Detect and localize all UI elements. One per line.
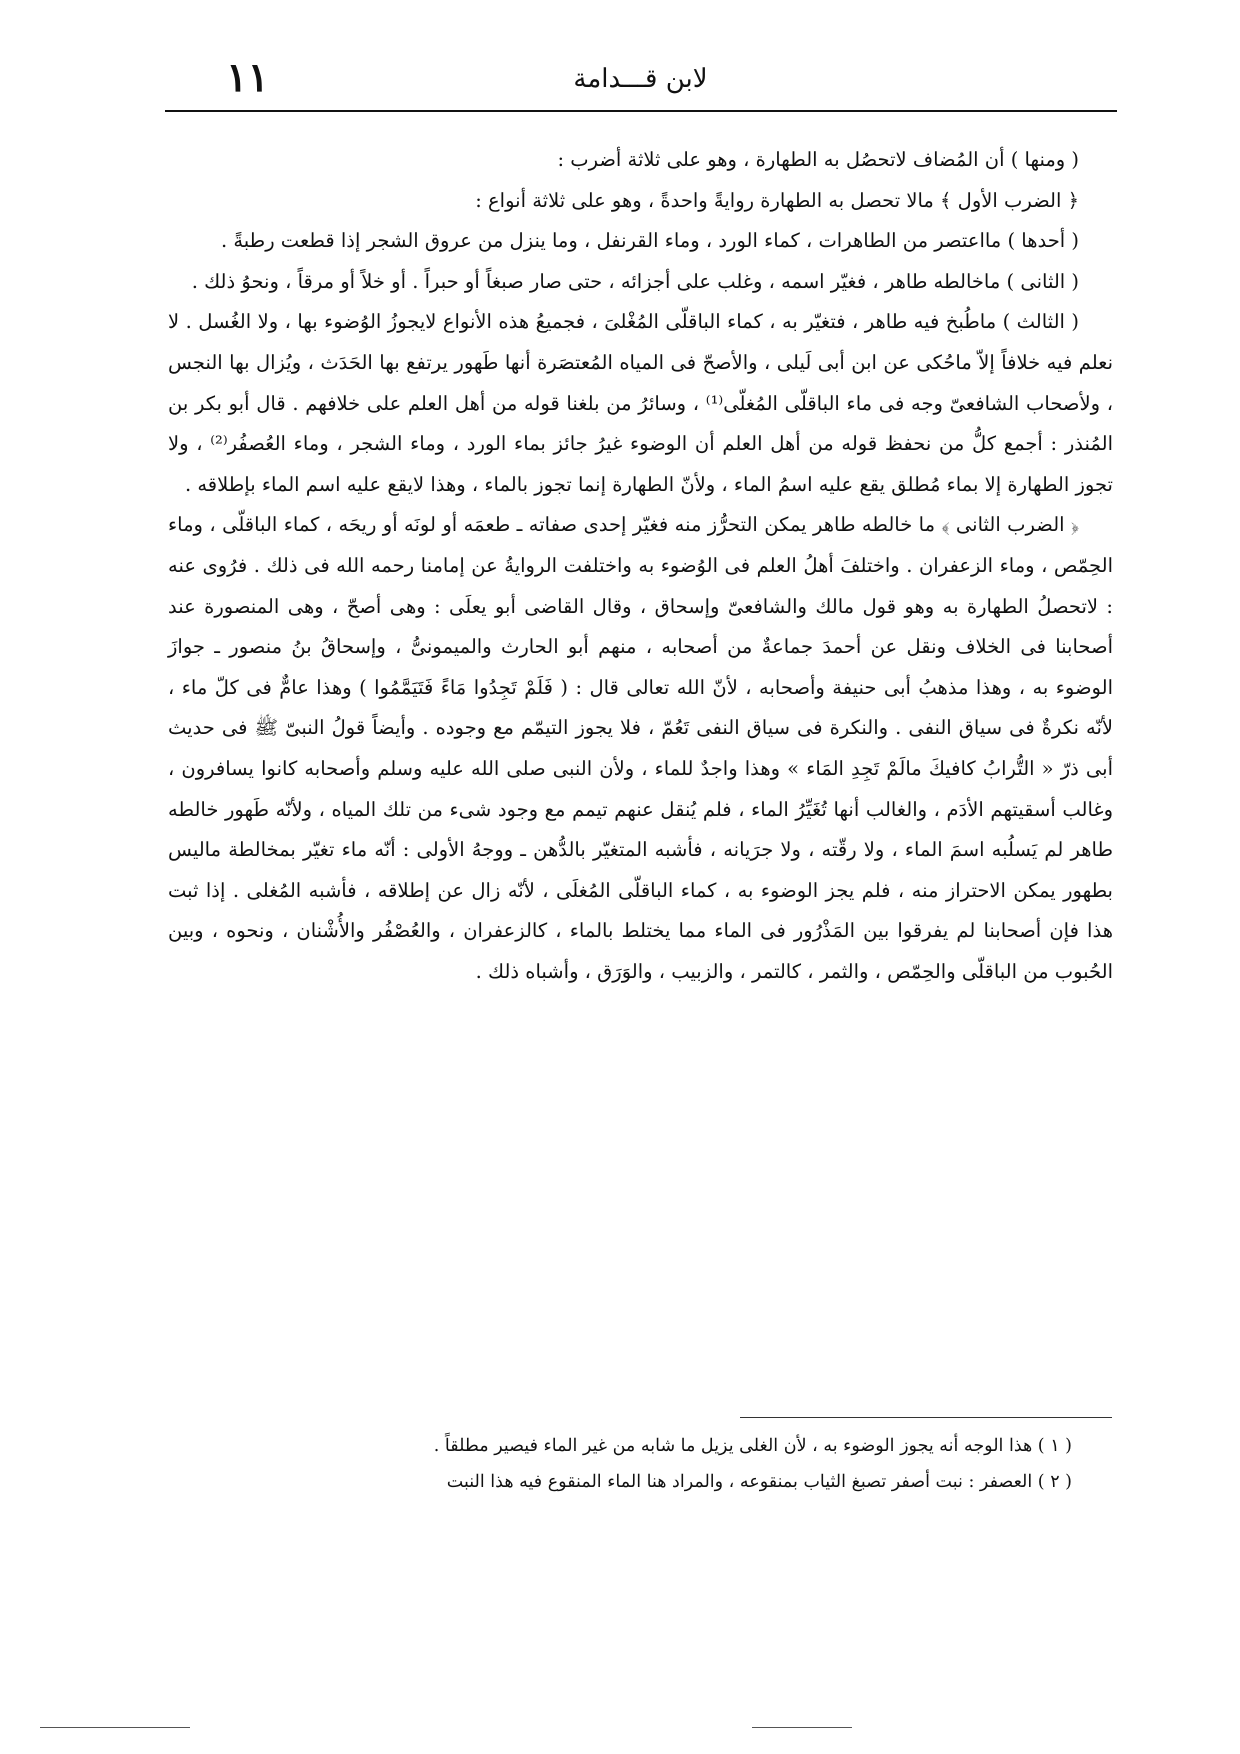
running-title: لابن قـــدامة <box>573 64 708 94</box>
header-rule <box>165 110 1117 112</box>
footnote: ( ٢ ) العصفر : نبت أصفر تصبغ الثياب بمنقوعه ، والمراد هنا الماء المنقوع فيه هذا النبت <box>446 1472 1072 1492</box>
bottom-mark <box>752 1727 852 1728</box>
paragraph: ( الثالث ) ماطُبخ فيه طاهر ، فتغيّر به ، كماء الباقلّى المُغْلىَ ، فجميعُ هذه الأنواع لايجوزُ الوُضوء بها ، ولا الغُسل . لا نعلم فيه خلافاً إلاّ ماحُكى عن ابن أبى لَيلى ، والأصحّ فى المياه المُعتصَرة أنها طَهور يرتفع بها الحَدَث ، ويُزال بها النجس ، ولأصحاب الشافعىّ وجه فى ماء الباقلّى المُغلّى⁽¹⁾ ، وسائرُ من بلغنا قوله من أهل العلم على خلافهم . قال أبو بكر بن المُنذر : أجمع كلُّ من نحفظ قوله من أهل العلم أن الوضوء غيرُ جائز بماء الورد ، وماء الشجر ، وماء العُصفُر⁽²⁾ ، ولا تجوز الطهارة إلا بماء مُطلق يقع عليه اسمُ الماء ، ولأنّ الطهارة إنما تجوز بالماء ، وهذا لايقع عليه اسم الماء بإطلاقه . <box>168 310 1113 496</box>
paragraph: ﴿ الضرب الثانى ﴾ ما خالطه طاهر يمكن التحرُّز منه فغيّر إحدى صفاته ـ طعمَه أو لونَه أو ريحَه ، كماء الباقلّى ، وماء الحِمّص ، وماء الزعفران . واختلفَ أهلُ العلم فى الوُضوء به واختلفت الروايةُ عن إمامنا رحمه الله فى ذلك . فرُوى عنه : لاتحصلُ الطهارة به وهو قول مالك والشافعىّ وإسحاق ، وقال القاضى أبو يعلَى : وهى أصحّ ، وهى المنصورة عند أصحابنا فى الخلاف ونقل عن أحمدَ جماعةٌ من أصحابه ، منهم أبو الحارث والميمونىُّ ، وإسحاقُ بنُ منصور ـ جوازَ الوضوء به ، وهذا مذهبُ أبى حنيفة وأصحابه ، لأنّ الله تعالى قال : ( فَلَمْ تَجِدُوا مَاءً فَتَيَمَّمُوا ) وهذا عامٌّ فى كلّ ماء ، لأنّه نكرةٌ فى سياق النفى . والنكرة فى سياق النفى تَعُمّ ، فلا يجوز التيمّم مع وجوده . وأيضاً قولُ النبىّ ﷺ فى حديث أبى ذرّ « التُّرابُ كافيكَ مالَمْ تَجِدِ المَاء » وهذا واجدٌ للماء ، ولأن النبى صلى الله عليه وسلم وأصحابه كانوا يسافرون ، وغالب أسقيتهم الأدَم ، والغالب أنها تُغَيِّرُ الماء ، فلم يُنقل عنهم تيمم مع وجود شىء من تلك المياه ، ولأنّه طَهور خالطه طاهر لم يَسلُبه اسمَ الماء ، ولا رقّته ، ولا جرَيانه ، فأشبه المتغيّر بالدُّهن ـ ووجهُ الأولى : أنّه ماء تغيّر بمخالطة ماليس بطهور يمكن الاحتراز منه ، فلم يجز الوضوء به ، كماء الباقلّى المُغلَى ، لأنّه زال عن إطلاقه ، فأشبه المُغلى . إذا ثبت هذا فإن أصحابنا لم يفرقوا بين المَذْرُور فى الماء مما يختلط بالماء ، كالزعفران ، والعُصْفُر والأُشْنان ، ونحوه ، وبين الحُبوب من الباقلّى والحِمّص ، والثمر ، كالتمر ، والزبيب ، والوَرَق ، وأشباه ذلك . <box>168 513 1113 983</box>
paragraph: ( أحدها ) مااعتصر من الطاهرات ، كماء الورد ، وماء القرنفل ، وما ينزل من عروق الشجر إذا قطعت رطبةً . <box>220 229 1079 253</box>
page-header <box>168 54 1113 106</box>
paragraph: ( ومنها ) أن المُضاف لاتحصُل به الطهارة ، وهو على ثلاثة أضرب : <box>557 148 1079 171</box>
footnote: ( ١ ) هذا الوجه أنه يجوز الوضوء به ، لأن الغلى يزيل ما شابه من غير الماء فيصير مطلقاً . <box>433 1436 1072 1456</box>
paragraph: ﴿ الضرب الأول ﴾ مالا تحصل به الطهارة روايةً واحدةً ، وهو على ثلاثة أنواع : <box>475 188 1079 212</box>
paragraph: ( الثانى ) ماخالطه طاهر ، فغيّر اسمه ، وغلب على أجزائه ، حتى صار صبغاً أو حبراً . أو خلاً أو مرقاً ، ونحوُ ذلك . <box>191 269 1079 293</box>
footnote-rule <box>740 1417 1112 1418</box>
page-number: ١١ <box>226 54 269 101</box>
body-text <box>168 140 1113 992</box>
footnotes <box>168 1428 1098 1500</box>
bottom-mark <box>40 1727 190 1728</box>
